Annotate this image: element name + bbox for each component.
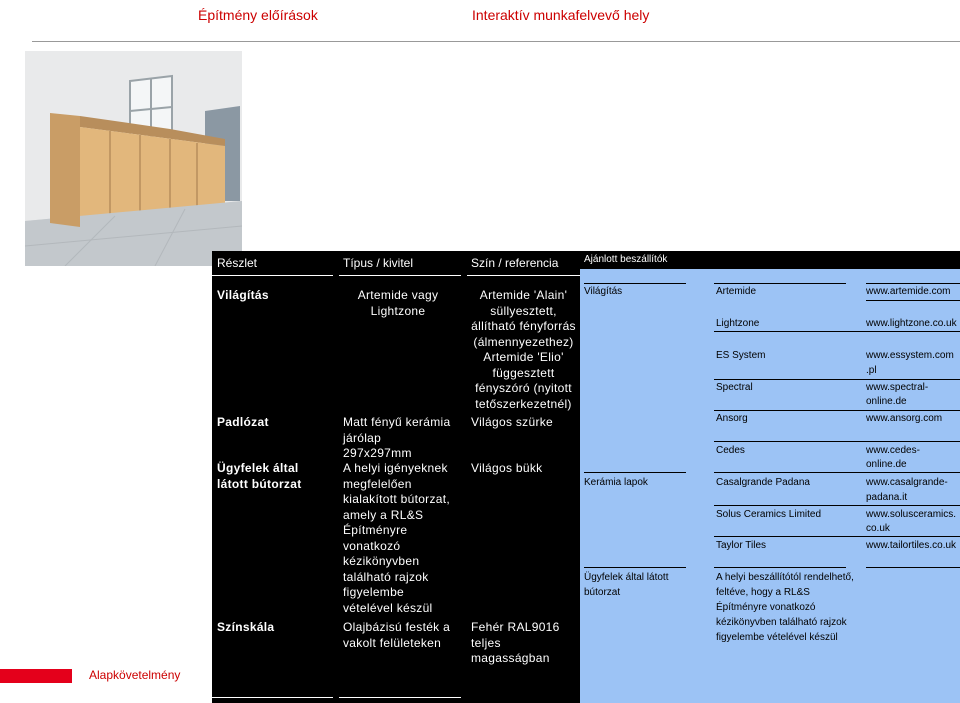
supplier-url[interactable]: www.artemide.com	[866, 286, 951, 297]
row-detail: Padlózat	[217, 415, 269, 429]
row-detail: Színskála	[217, 620, 275, 634]
supplier-name: Cedes	[716, 445, 745, 456]
row-type: Matt fényű kerámia járólap 297x297mm	[343, 415, 451, 460]
supplier-url[interactable]: www.essystem.com	[866, 350, 954, 361]
supplier-url[interactable]: www.solusceramics.	[866, 509, 957, 520]
supplier-url[interactable]: co.uk	[866, 523, 890, 534]
supplier-url[interactable]: online.de	[866, 396, 907, 407]
supplier-url[interactable]: padana.it	[866, 492, 908, 503]
row-color: Világos szürke	[471, 415, 554, 429]
supplier-note: A helyi beszállítótól rendelhető, feltéve, hogy a RL&S Építményre vonatkozó kézikönyvben található rajzok figyelembe vételével készül	[716, 572, 854, 643]
supplier-name: Artemide	[716, 286, 757, 297]
supplier-name: Lightzone	[716, 318, 760, 329]
requirement-marker	[0, 669, 72, 683]
supplier-name: Solus Ceramics Limited	[716, 509, 822, 520]
sidebar-item-requirement[interactable]: Alapkövetelmény	[89, 668, 181, 682]
header-divider	[32, 41, 960, 42]
supplier-url[interactable]: www.casalgrande-	[866, 477, 948, 488]
nav-link-interactive-workplace[interactable]: Interaktív munkafelvevő hely	[472, 7, 650, 23]
row-type: Olajbázisú festék a vakolt felületeken	[343, 620, 451, 650]
supplier-name: Spectral	[716, 382, 753, 393]
supplier-name: Ansorg	[716, 413, 748, 424]
col-header-type: Típus / kivitel	[343, 256, 414, 270]
row-color: Artemide 'Alain' süllyesztett, állítható fényforrás (álmennyezethez) Artemide 'Elio' függesztett fényszóró (nyitott tetőszerkezetnél)	[471, 288, 576, 411]
office-photo	[25, 51, 242, 266]
supplier-url[interactable]: www.ansorg.com	[866, 413, 943, 424]
supplier-name: Taylor Tiles	[716, 540, 767, 551]
col-header-color: Szín / referencia	[471, 256, 559, 270]
supplier-url[interactable]: www.spectral-	[866, 382, 929, 393]
supplier-panel-title: Ajánlott beszállítók	[584, 254, 668, 265]
row-detail: Ügyfelek által látott bútorzat	[217, 461, 302, 491]
spec-table	[212, 251, 580, 703]
supplier-url[interactable]: online.de	[866, 459, 907, 470]
supplier-category: Kerámia lapok	[584, 477, 648, 488]
row-detail: Világítás	[217, 288, 269, 302]
supplier-category: Világítás	[584, 286, 623, 297]
supplier-url[interactable]: .pl	[866, 365, 877, 376]
supplier-url[interactable]: www.tailortiles.co.uk	[866, 540, 957, 551]
supplier-url[interactable]: www.lightzone.co.uk	[866, 318, 957, 329]
supplier-url[interactable]: www.cedes-	[866, 445, 920, 456]
nav-link-building-specs[interactable]: Építmény előírások	[198, 7, 318, 23]
supplier-name: Casalgrande Padana	[716, 477, 810, 488]
row-color: Fehér RAL9016 teljes magasságban	[471, 620, 560, 665]
col-header-detail: Részlet	[217, 256, 258, 270]
supplier-name: ES System	[716, 350, 766, 361]
row-type: A helyi igényeknek megfelelően kialakított bútorzat, amely a RL&S Építményre vonatkozó kézikönyvben található rajzok figyelembe vételével készül	[343, 461, 451, 615]
row-color: Világos bükk	[471, 461, 543, 475]
supplier-category: Ügyfelek által látott bútorzat	[584, 572, 669, 598]
row-type: Artemide vagy Lightzone	[357, 288, 439, 318]
